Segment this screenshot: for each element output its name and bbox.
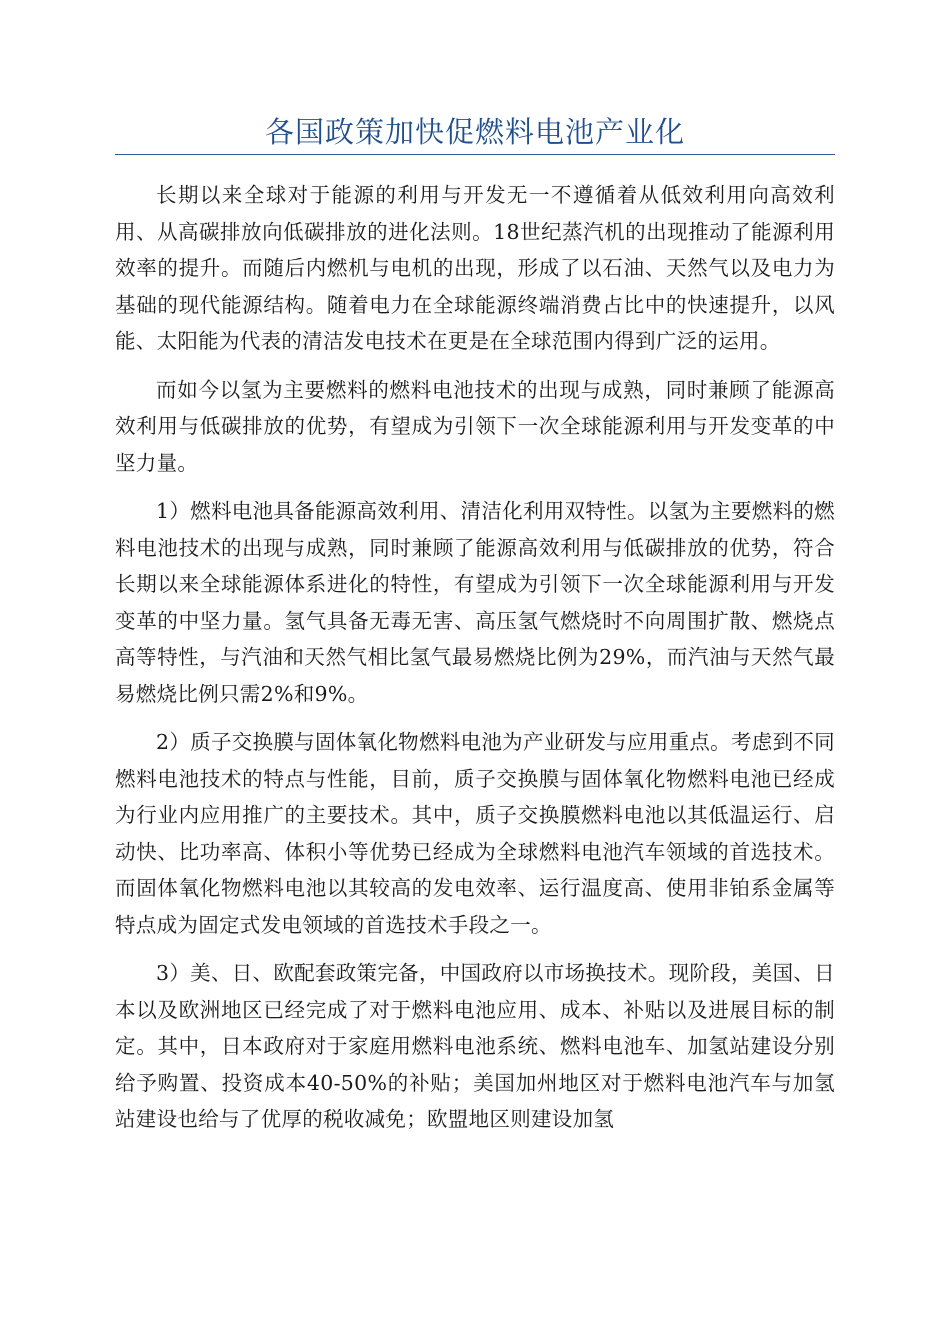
- document-title: 各国政策加快促燃料电池产业化: [115, 112, 835, 155]
- document-page: [115, 112, 835, 1138]
- paragraph-5: 3）美、日、欧配套政策完备，中国政府以市场换技术。现阶段，美国、日本以及欧洲地区已经完成了对于燃料电池应用、成本、补贴以及进展目标的制定。其中，日本政府对于家庭用燃料电池系统、燃料电池车、加氢站建设分别给予购置、投资成本40-50%的补贴；美国加州地区对于燃料电池汽车与加氢站建设也给与了优厚的税收减免；欧盟地区则建设加氢: [115, 961, 835, 1131]
- paragraph-2: 而如今以氢为主要燃料的燃料电池技术的出现与成熟，同时兼顾了能源高效利用与低碳排放的优势，有望成为引领下一次全球能源利用与开发变革的中坚力量。: [115, 377, 835, 475]
- paragraph-4: 2）质子交换膜与固体氧化物燃料电池为产业研发与应用重点。考虑到不同燃料电池技术的特点与性能，目前，质子交换膜与固体氧化物燃料电池已经成为行业内应用推广的主要技术。其中，质子交换膜燃料电池以其低温运行、启动快、比功率高、体积小等优势已经成为全球燃料电池汽车领域的首选技术。而固体氧化物燃料电池以其较高的发电效率、运行温度高、使用非铂系金属等特点成为固定式发电领域的首选技术手段之一。: [115, 730, 835, 937]
- paragraph-3: 1）燃料电池具备能源高效利用、清洁化利用双特性。以氢为主要燃料的燃料电池技术的出现与成熟，同时兼顾了能源高效利用与低碳排放的优势，符合长期以来全球能源体系进化的特性，有望成为引领下一次全球能源利用与开发变革的中坚力量。氢气具备无毒无害、高压氢气燃烧时不向周围扩散、燃烧点高等特性，与汽油和天然气相比氢气最易燃烧比例为29%，而汽油与天然气最易燃烧比例只需2%和9%。: [115, 499, 835, 706]
- paragraph-1: 长期以来全球对于能源的利用与开发无一不遵循着从低效利用向高效利用、从高碳排放向低碳排放的进化法则。18世纪蒸汽机的出现推动了能源利用效率的提升。而随后内燃机与电机的出现，形成了以石油、天然气以及电力为基础的现代能源结构。随着电力在全球能源终端消费占比中的快速提升，以风能、太阳能为代表的清洁发电技术在更是在全球范围内得到广泛的运用。: [115, 183, 835, 353]
